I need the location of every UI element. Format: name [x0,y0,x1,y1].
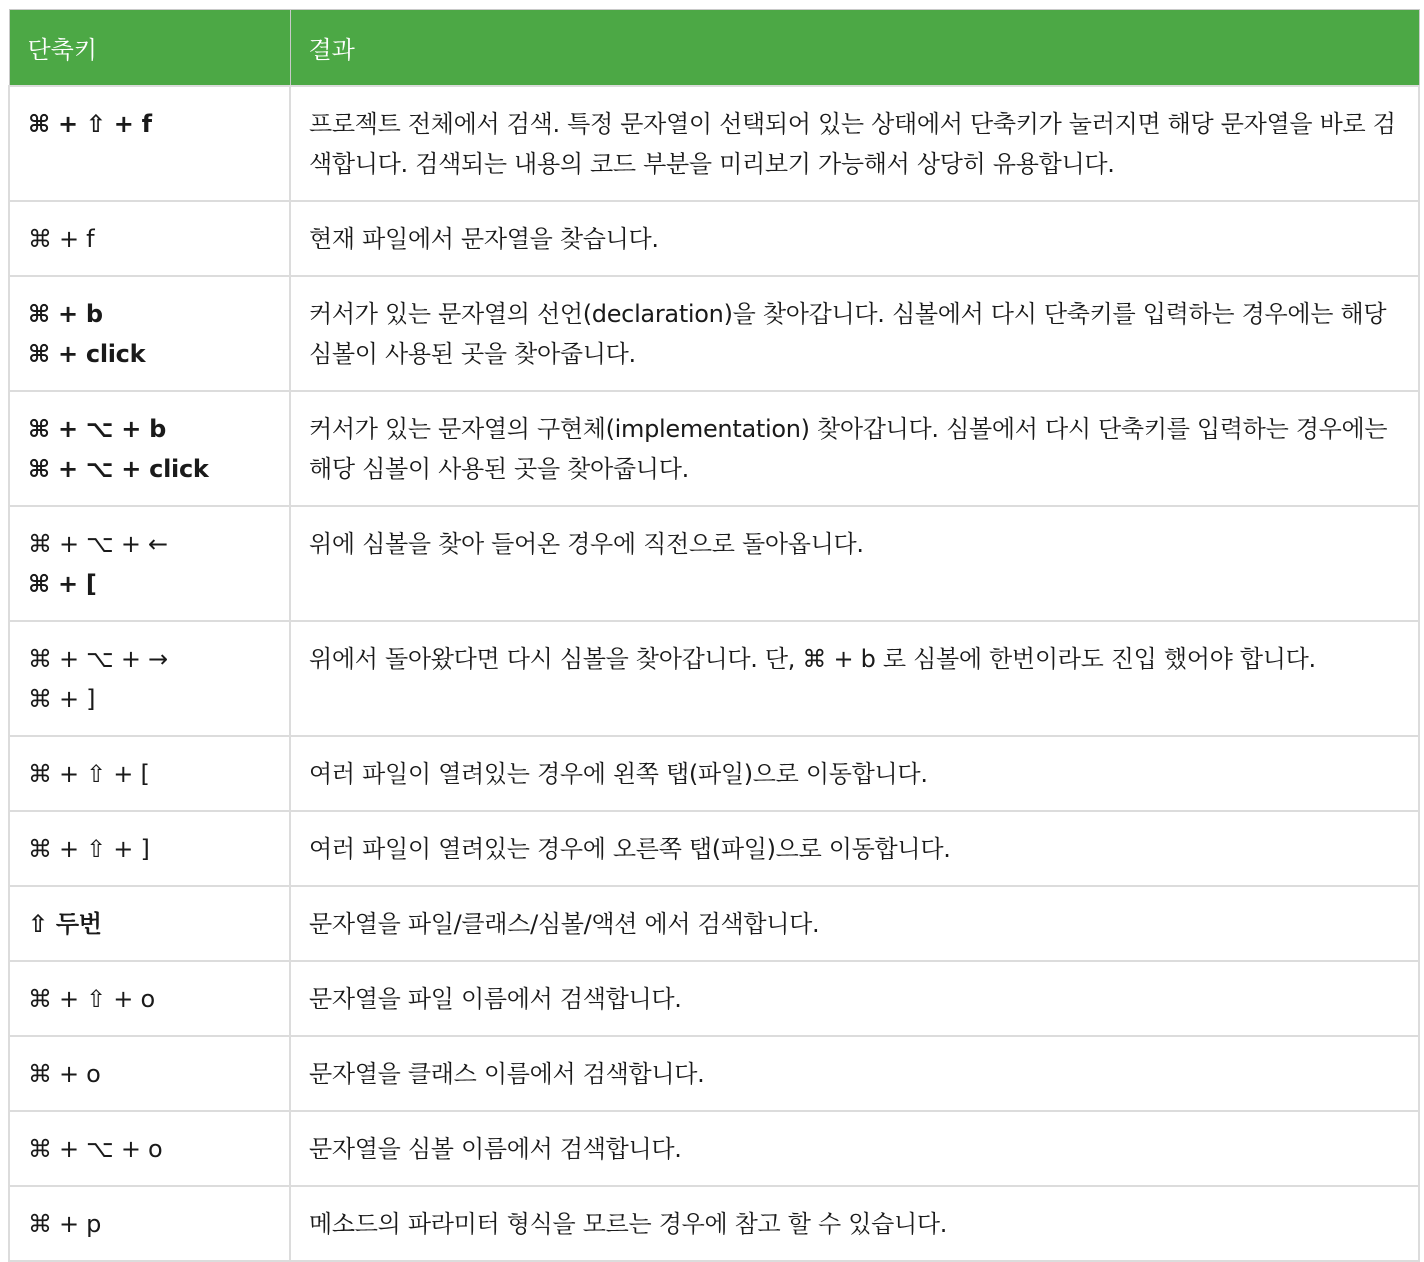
table-row [9,1186,1419,1261]
shortcut-line: ⌘ + ⇧ + ] [28,834,150,863]
description-cell: 문자열을 클래스 이름에서 검색합니다. [290,1036,1419,1111]
table-row [9,1036,1419,1111]
shortcut-line: ⌘ + ⌥ + → [28,644,168,673]
table-row [9,86,1419,201]
description-cell: 여러 파일이 열려있는 경우에 오른쪽 탭(파일)으로 이동합니다. [290,811,1419,886]
shortcut-cell [9,201,290,276]
shortcut-line: ⌘ + ⌥ + ← [28,529,168,558]
shortcut-line: ⌘ + ⇧ + o [28,984,155,1013]
shortcut-line: ⌘ + ⇧ + f [28,109,152,138]
shortcut-cell [9,961,290,1036]
table-row [9,1111,1419,1186]
shortcut-line: ⌘ + ⌥ + o [28,1134,163,1163]
shortcut-line: ⌘ + ⌥ + click [28,454,209,483]
description-cell: 위에서 돌아왔다면 다시 심볼을 찾아갑니다. 단, ⌘ + b 로 심볼에 한번이라도 진입 했어야 합니다. [290,621,1419,736]
description-cell: 커서가 있는 문자열의 선언(declaration)을 찾아갑니다. 심볼에서 다시 단축키를 입력하는 경우에는 해당 심볼이 사용된 곳을 찾아줍니다. [290,276,1419,391]
shortcut-line: ⌘ + click [28,339,146,368]
header-result: 결과 [290,10,1419,86]
shortcut-cell [9,391,290,506]
table-row [9,886,1419,961]
shortcut-line: ⌘ + ⇧ + [ [28,759,150,788]
shortcut-line: ⌘ + f [28,224,95,253]
shortcut-line: ⇧ 두번 [28,909,102,938]
shortcut-cell [9,1036,290,1111]
table-row [9,276,1419,391]
table-row [9,961,1419,1036]
shortcut-cell [9,886,290,961]
table-row [9,506,1419,621]
shortcut-cell [9,1111,290,1186]
table-row [9,811,1419,886]
shortcut-cell [9,276,290,391]
shortcut-table-container [8,9,1418,1262]
description-cell: 메소드의 파라미터 형식을 모르는 경우에 참고 할 수 있습니다. [290,1186,1419,1261]
description-cell: 문자열을 심볼 이름에서 검색합니다. [290,1111,1419,1186]
description-cell: 문자열을 파일/클래스/심볼/액션 에서 검색합니다. [290,886,1419,961]
header-shortcut: 단축키 [9,10,290,86]
shortcut-line: ⌘ + ] [28,684,96,713]
shortcut-cell [9,621,290,736]
shortcut-line: ⌘ + o [28,1059,101,1088]
shortcut-line: ⌘ + b [28,299,103,328]
table-body [9,86,1419,1261]
shortcut-cell [9,811,290,886]
description-cell: 현재 파일에서 문자열을 찾습니다. [290,201,1419,276]
shortcut-cell [9,506,290,621]
table-header-row [9,10,1419,86]
shortcut-table [8,9,1420,1262]
shortcut-line: ⌘ + [ [28,569,97,598]
shortcut-line: ⌘ + ⌥ + b [28,414,167,443]
description-cell: 문자열을 파일 이름에서 검색합니다. [290,961,1419,1036]
table-row [9,391,1419,506]
description-cell: 커서가 있는 문자열의 구현체(implementation) 찾아갑니다. 심볼에서 다시 단축키를 입력하는 경우에는 해당 심볼이 사용된 곳을 찾아줍니다. [290,391,1419,506]
table-row [9,621,1419,736]
table-row [9,736,1419,811]
table-row [9,201,1419,276]
description-cell: 프로젝트 전체에서 검색. 특정 문자열이 선택되어 있는 상태에서 단축키가 눌러지면 해당 문자열을 바로 검색합니다. 검색되는 내용의 코드 부분을 미리보기 가능해서 상당히 유용합니다. [290,86,1419,201]
shortcut-cell [9,86,290,201]
shortcut-cell [9,736,290,811]
shortcut-cell [9,1186,290,1261]
description-cell: 여러 파일이 열려있는 경우에 왼쪽 탭(파일)으로 이동합니다. [290,736,1419,811]
description-cell: 위에 심볼을 찾아 들어온 경우에 직전으로 돌아옵니다. [290,506,1419,621]
shortcut-line: ⌘ + p [28,1209,102,1238]
